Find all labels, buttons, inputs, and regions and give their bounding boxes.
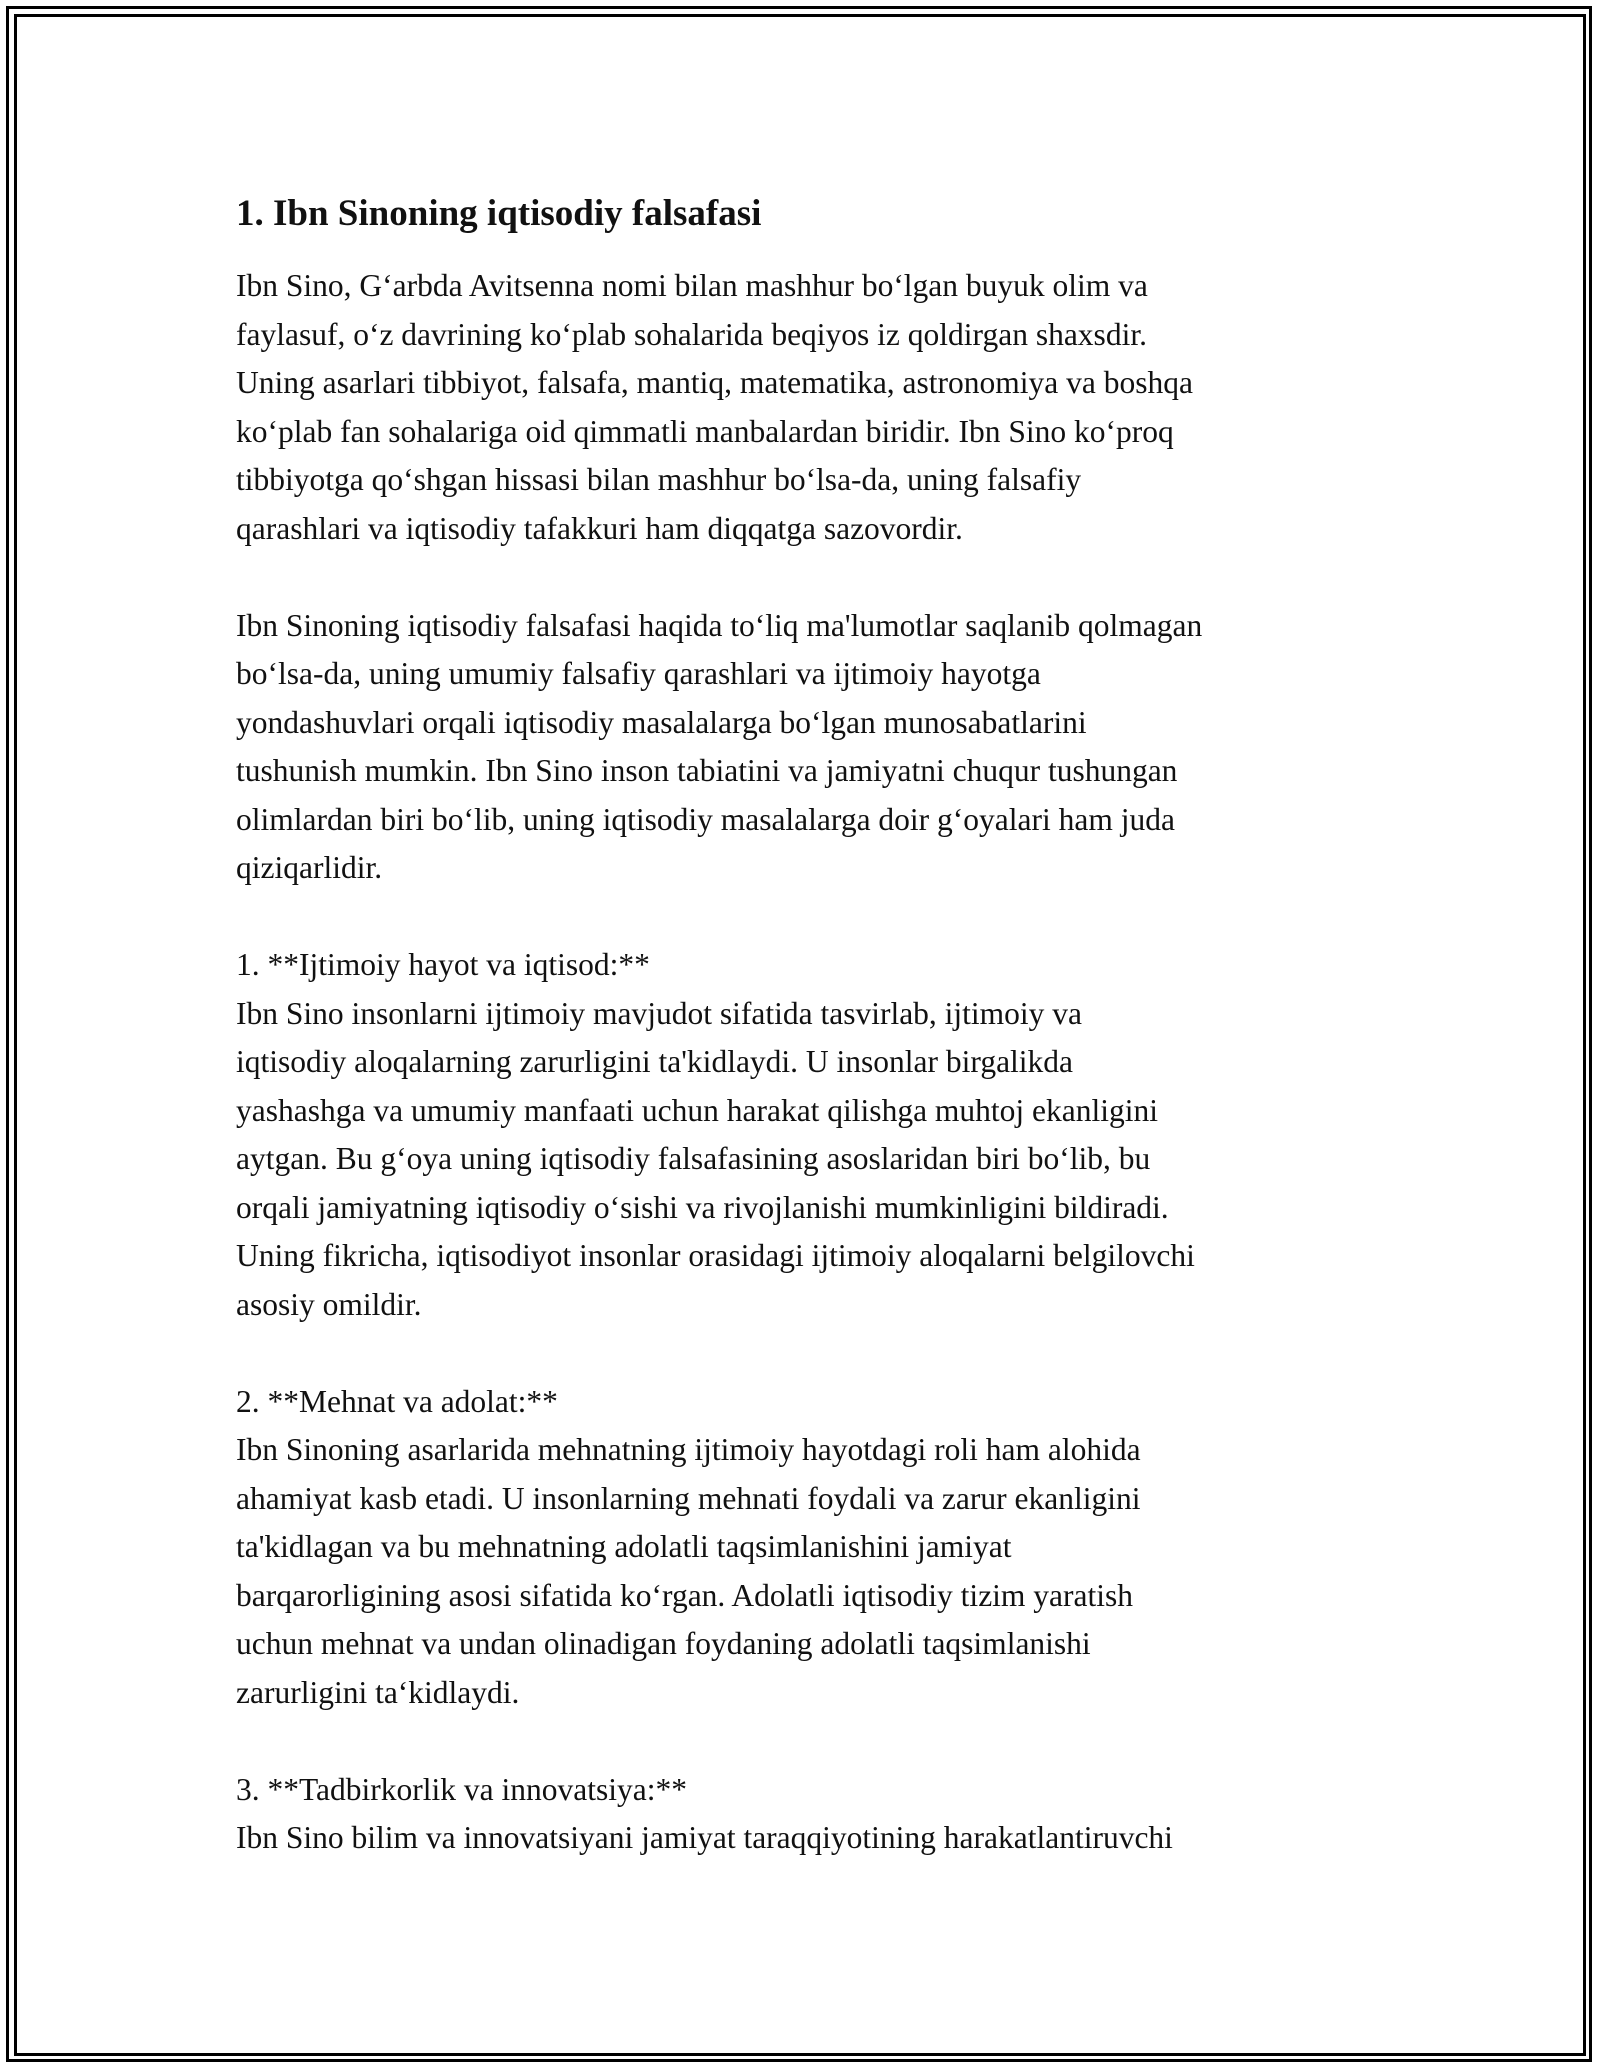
list-item-social-life (236, 941, 1386, 1329)
list-item-text: Ibn Sino bilim va innovatsiyani jamiyat taraqqiyotining harakatlantiruvchi (236, 1820, 1173, 1855)
list-item-labor-justice (236, 1378, 1386, 1718)
list-item-text: Ibn Sino insonlarni ijtimoiy mavjudot sifatida tasvirlab, ijtimoiy va iqtisodiy aloqalarning zarurligini ta'kidlaydi. U insonlar birgalikda yashashga va umumiy manfaati uchun harakat qilishga muhtoj ekanligini aytgan. Bu g‘oya uning iqtisodiy falsafasining asoslaridan biri bo‘lib, bu orqali jamiyatning iqtisodiy o‘sishi va rivojlanishi mumkinligini bildiradi. Uning fikricha, iqtisodiyot insonlar orasidagi ijtimoiy aloqalarni belgilovchi asosiy omildir. (236, 995, 1195, 1322)
list-item-heading: 3. **Tadbirkorlik va innovatsiya:** (236, 1771, 687, 1807)
document-page (236, 186, 1386, 1863)
section-title: 1. Ibn Sinoning iqtisodiy falsafasi (236, 193, 762, 234)
list-item-text: Ibn Sinoning asarlarida mehnatning ijtimoiy hayotdagi roli ham alohida ahamiyat kasb etadi. U insonlarning mehnati foydali va zarur ekanligini ta'kidlagan va bu mehnatning adolatli taqsimlanishini jamiyat barqarorligining asosi sifatida ko‘rgan. Adolatli iqtisodiy tizim yaratish uchun mehnat va undan olinadigan foydaning adolatli taqsimlanishi zarurligini ta‘kidlaydi. (236, 1432, 1141, 1710)
intro-paragraph-1: Ibn Sino, G‘arbda Avitsenna nomi bilan mashhur bo‘lgan buyuk olim va faylasuf, o‘z davrining ko‘plab sohalarida beqiyos iz qoldirgan shaxsdir. Uning asarlari tibbiyot, falsafa, mantiq, matematika, astronomiya va boshqa ko‘plab fan sohalariga oid qimmatli manbalardan biridir. Ibn Sino ko‘proq tibbiyotga qo‘shgan hissasi bilan mashhur bo‘lsa-da, uning falsafiy qarashlari va iqtisodiy tafakkuri ham diqqatga sazovordir. (236, 268, 1193, 546)
list-item-heading: 1. **Ijtimoiy hayot va iqtisod:** (236, 947, 650, 982)
list-item-entrepreneurship (236, 1766, 1386, 1863)
intro-paragraph-2: Ibn Sinoning iqtisodiy falsafasi haqida to‘liq ma'lumotlar saqlanib qolmagan bo‘lsa-da, uning umumiy falsafiy qarashlari va ijtimoiy hayotga yondashuvlari orqali iqtisodiy masalalarga bo‘lgan munosabatlarini tushunish mumkin. Ibn Sino inson tabiatini va jamiyatni chuqur tushungan olimlardan biri bo‘lib, uning iqtisodiy masalalarga doir g‘oyalari ham juda qiziqarlidir. (236, 607, 1203, 885)
list-item-heading: 2. **Mehnat va adolat:** (236, 1383, 558, 1419)
